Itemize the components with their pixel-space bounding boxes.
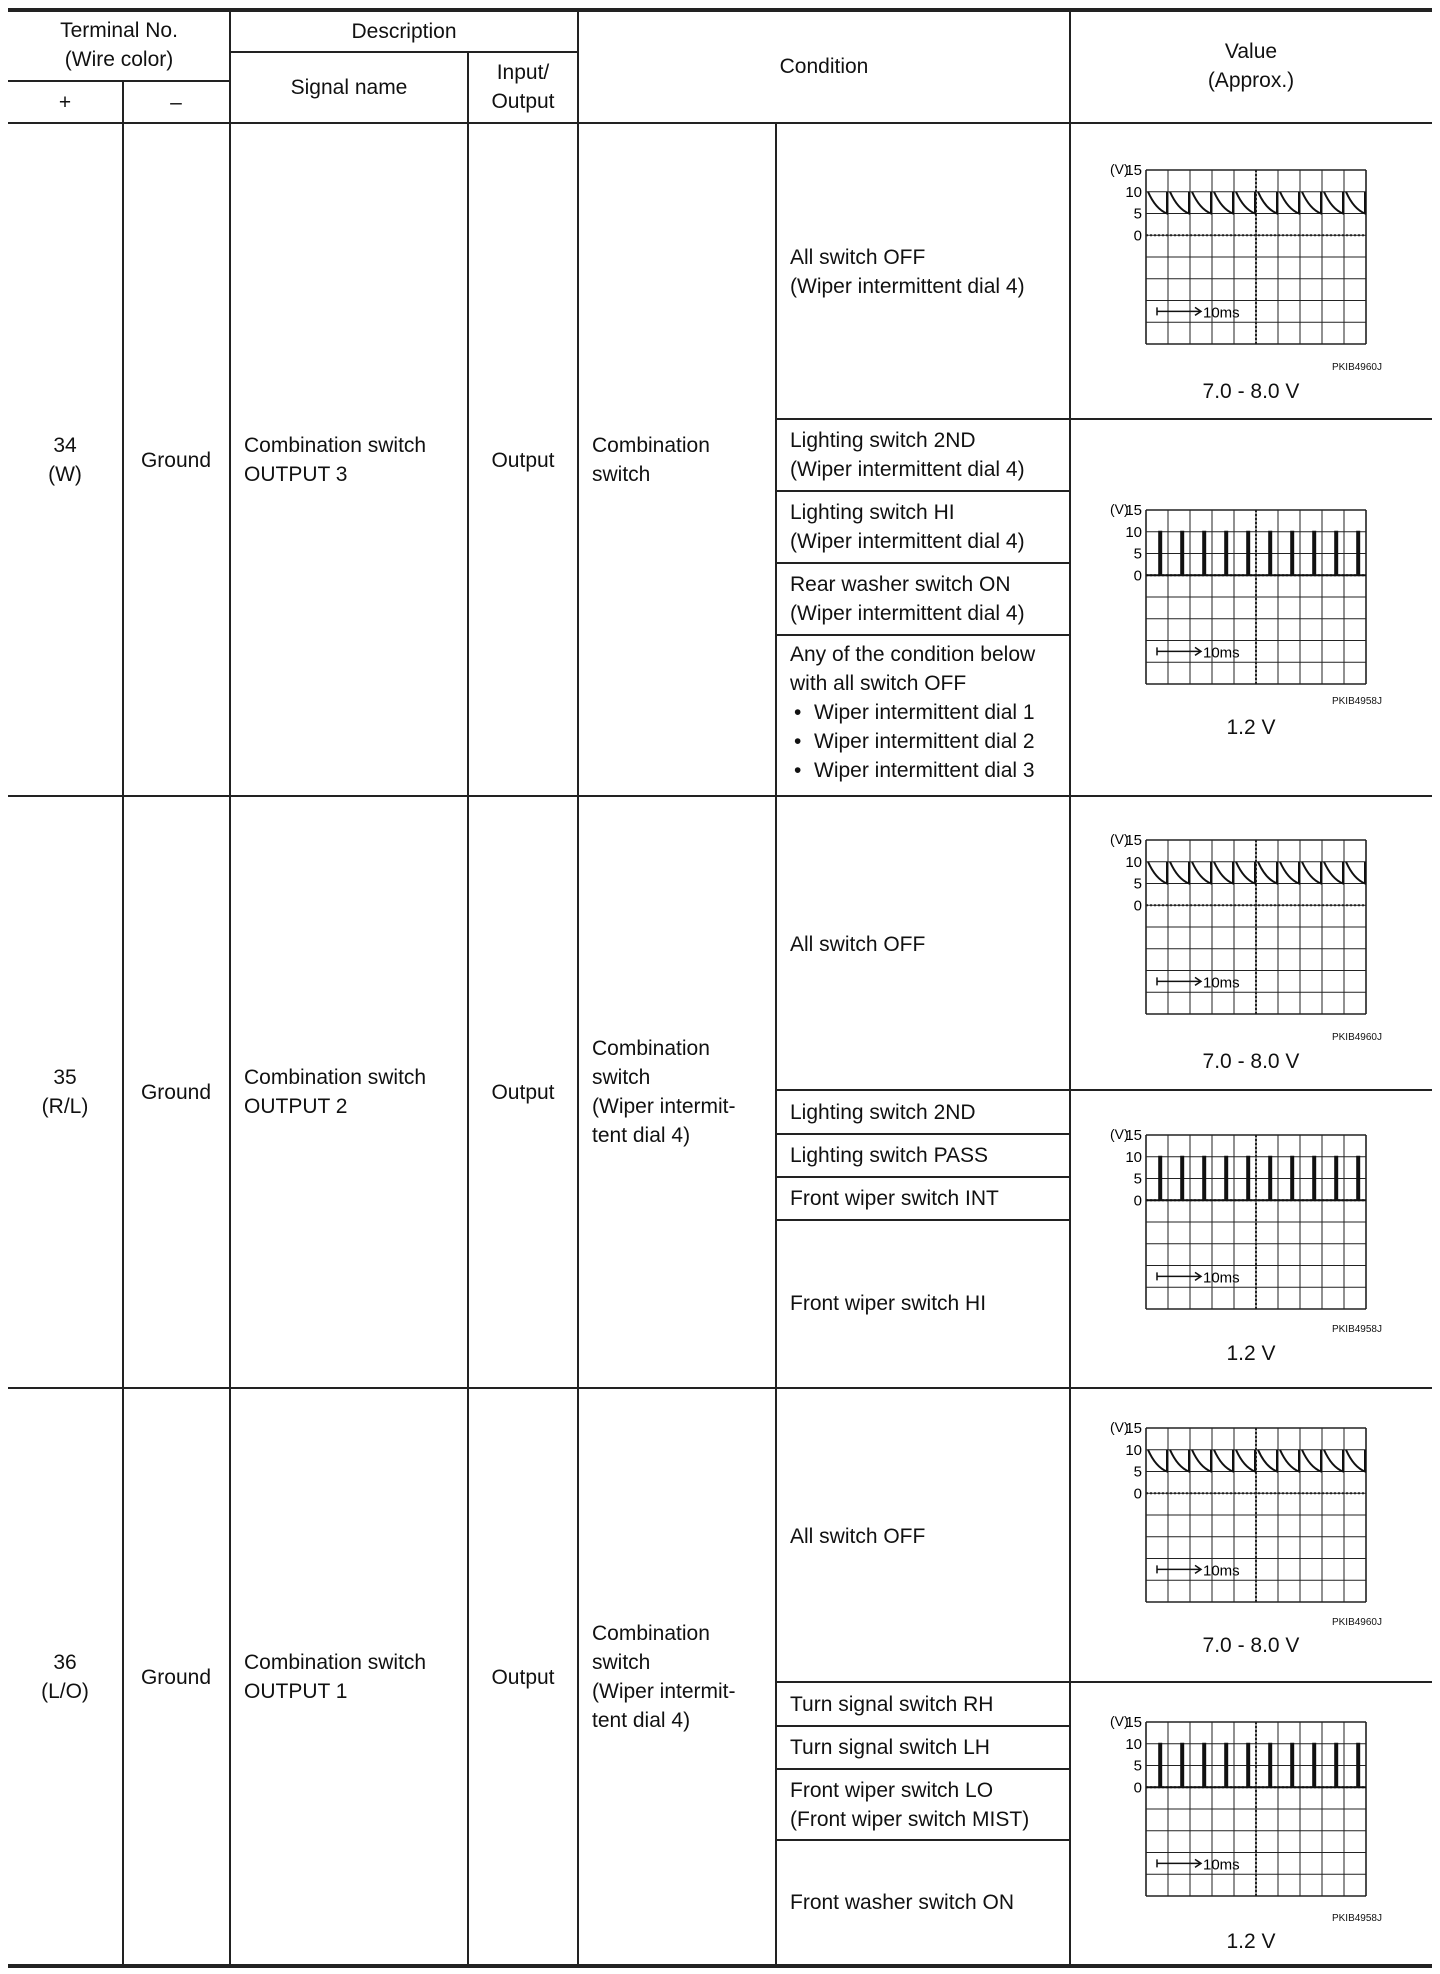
- list-item: • Wiper intermittent dial 2: [790, 727, 1035, 756]
- oscilloscope-saw-34: [1108, 160, 1378, 360]
- ground-35: Ground: [140, 1080, 212, 1104]
- waveform-code: PKIB4958J: [1331, 696, 1382, 707]
- divider-line: [776, 1768, 1070, 1770]
- waveform-code: PKIB4958J: [1331, 1913, 1382, 1924]
- y-unit-label: (V): [1110, 1419, 1129, 1435]
- oscilloscope-pulse-34: [1108, 500, 1378, 700]
- signal-name-35: Combination switch OUTPUT 2: [244, 1066, 427, 1118]
- sub-condition-34-5: [776, 640, 1070, 795]
- divider-line: [776, 1176, 1070, 1178]
- sub-condition-34-4: Rear washer switch ON (Wiper intermittent dial 4): [790, 573, 1025, 625]
- y-tick-label: 0: [1133, 1779, 1142, 1797]
- divider-line: [776, 418, 1432, 420]
- time-label: 10ms: [1203, 1856, 1240, 1874]
- y-tick-label: 15: [1125, 832, 1142, 849]
- y-tick-label: 5: [1133, 545, 1142, 563]
- y-tick-label: 0: [1133, 567, 1142, 585]
- sub-condition-35-2: Lighting switch 2ND: [790, 1101, 976, 1124]
- header-signal-name: Signal name: [290, 75, 408, 99]
- divider-line: [776, 634, 1070, 636]
- sub-condition-35-1: All switch OFF: [790, 932, 926, 956]
- sub-condition-36-2: Turn signal switch RH: [790, 1693, 994, 1716]
- table-top-border: [8, 8, 1432, 12]
- y-unit-label: (V): [1110, 1713, 1129, 1729]
- y-unit-label: (V): [1110, 501, 1129, 517]
- value-reading: 7.0 - 8.0 V: [1202, 380, 1300, 403]
- io-35: Output: [491, 1080, 555, 1104]
- column-line: [1069, 8, 1071, 1965]
- divider-line: [776, 1725, 1070, 1727]
- sub-condition-34-1: All switch OFF (Wiper intermittent dial 4): [790, 246, 1025, 298]
- y-unit-label: (V): [1110, 161, 1129, 177]
- y-tick-label: 10: [1125, 1148, 1142, 1166]
- divider-line: [776, 562, 1070, 564]
- header-value: Value (Approx.): [1207, 40, 1295, 92]
- y-tick-label: 0: [1133, 227, 1142, 245]
- waveform-code: PKIB4960J: [1331, 1617, 1382, 1628]
- divider-line: [776, 1839, 1070, 1841]
- list-item: • Wiper intermittent dial 3: [790, 756, 1035, 785]
- divider-line: [8, 795, 1432, 797]
- time-label: 10ms: [1203, 304, 1240, 322]
- condition-36: Combination switch (Wiper intermit- tent dial 4): [592, 1622, 736, 1732]
- ground-36: Ground: [140, 1665, 212, 1689]
- sub-condition-34-2: Lighting switch 2ND (Wiper intermittent dial 4): [790, 429, 1025, 481]
- y-tick-label: 0: [1133, 1192, 1142, 1210]
- value-reading: 1.2 V: [1226, 1930, 1276, 1953]
- sub-condition-36-1: All switch OFF: [790, 1524, 926, 1548]
- value-reading: 1.2 V: [1226, 1342, 1276, 1365]
- waveform-code: PKIB4958J: [1331, 1324, 1382, 1335]
- y-tick-label: 10: [1125, 1441, 1142, 1459]
- column-line: [577, 8, 579, 1965]
- y-tick-label: 5: [1133, 1170, 1142, 1188]
- divider-line: [776, 1219, 1070, 1221]
- any-condition-block: [790, 640, 1035, 785]
- y-tick-label: 10: [1125, 183, 1142, 201]
- value-reading: 1.2 V: [1226, 716, 1276, 739]
- oscilloscope-saw-36: [1108, 1418, 1378, 1618]
- signal-name-34: Combination switch OUTPUT 3: [244, 434, 427, 486]
- any-condition-list: [790, 698, 1035, 785]
- y-tick-label: 10: [1125, 523, 1142, 541]
- ground-34: Ground: [140, 448, 212, 472]
- terminal-34: 34 (W): [48, 434, 82, 486]
- time-label: 10ms: [1203, 974, 1240, 992]
- oscilloscope-pulse-35: [1108, 1125, 1378, 1325]
- sub-condition-34-3: Lighting switch HI (Wiper intermittent dial 4): [790, 501, 1025, 553]
- list-item: • Wiper intermittent dial 1: [790, 698, 1035, 727]
- header-plus: +: [58, 90, 72, 114]
- divider-line: [8, 80, 230, 82]
- oscilloscope-saw-35: [1108, 830, 1378, 1030]
- sub-condition-35-3: Lighting switch PASS: [790, 1144, 989, 1167]
- y-tick-label: 10: [1125, 1735, 1142, 1753]
- y-unit-label: (V): [1110, 1126, 1129, 1142]
- column-line: [229, 8, 231, 1965]
- y-tick-label: 0: [1133, 897, 1142, 915]
- signal-name-36: Combination switch OUTPUT 1: [244, 1651, 427, 1703]
- y-tick-label: 0: [1133, 1485, 1142, 1503]
- column-line: [775, 122, 777, 1965]
- header-input-output: Input/ Output: [491, 61, 555, 113]
- y-tick-label: 5: [1133, 205, 1142, 223]
- y-tick-label: 15: [1125, 162, 1142, 179]
- sub-condition-36-5: Front washer switch ON: [790, 1891, 1015, 1914]
- y-tick-label: 15: [1125, 1714, 1142, 1731]
- y-tick-label: 10: [1125, 853, 1142, 871]
- table-bottom-border: [8, 1964, 1432, 1968]
- waveform-code: PKIB4960J: [1331, 1032, 1382, 1043]
- value-reading: 7.0 - 8.0 V: [1202, 1634, 1300, 1657]
- divider-line: [776, 1133, 1070, 1135]
- sub-condition-36-4: Front wiper switch LO (Front wiper switch MIST): [790, 1778, 1030, 1831]
- divider-line: [776, 490, 1070, 492]
- header-condition: Condition: [779, 54, 869, 78]
- io-36: Output: [491, 1665, 555, 1689]
- value-reading: 7.0 - 8.0 V: [1202, 1050, 1300, 1073]
- y-tick-label: 15: [1125, 1127, 1142, 1144]
- any-condition-intro: Any of the condition below with all switch OFF: [790, 643, 1036, 695]
- divider-line: [776, 1089, 1432, 1091]
- time-label: 10ms: [1203, 1562, 1240, 1580]
- header-terminal-no: Terminal No. (Wire color): [60, 19, 178, 71]
- y-tick-label: 5: [1133, 875, 1142, 893]
- sub-condition-36-3: Turn signal switch LH: [790, 1736, 990, 1759]
- divider-line: [230, 51, 578, 53]
- divider-line: [776, 1681, 1432, 1683]
- y-tick-label: 15: [1125, 502, 1142, 519]
- column-line: [467, 51, 469, 1965]
- y-tick-label: 5: [1133, 1757, 1142, 1775]
- oscilloscope-pulse-36: [1108, 1712, 1378, 1912]
- header-minus: –: [170, 90, 182, 114]
- divider-line: [8, 1387, 1432, 1389]
- sub-condition-35-5: Front wiper switch HI: [790, 1292, 987, 1315]
- sub-condition-35-4: Front wiper switch INT: [790, 1187, 999, 1210]
- header-description: Description: [351, 19, 457, 43]
- waveform-code: PKIB4960J: [1331, 362, 1382, 373]
- time-label: 10ms: [1203, 1269, 1240, 1287]
- terminal-35: 35 (R/L): [41, 1066, 89, 1118]
- divider-line: [8, 122, 1432, 124]
- time-label: 10ms: [1203, 644, 1240, 662]
- condition-35: Combination switch (Wiper intermit- tent dial 4): [592, 1037, 736, 1147]
- condition-34: Combination switch: [592, 434, 710, 486]
- terminal-36: 36 (L/O): [41, 1651, 89, 1703]
- y-unit-label: (V): [1110, 831, 1129, 847]
- column-line: [122, 80, 124, 1965]
- io-34: Output: [491, 448, 555, 472]
- y-tick-label: 15: [1125, 1420, 1142, 1437]
- y-tick-label: 5: [1133, 1463, 1142, 1481]
